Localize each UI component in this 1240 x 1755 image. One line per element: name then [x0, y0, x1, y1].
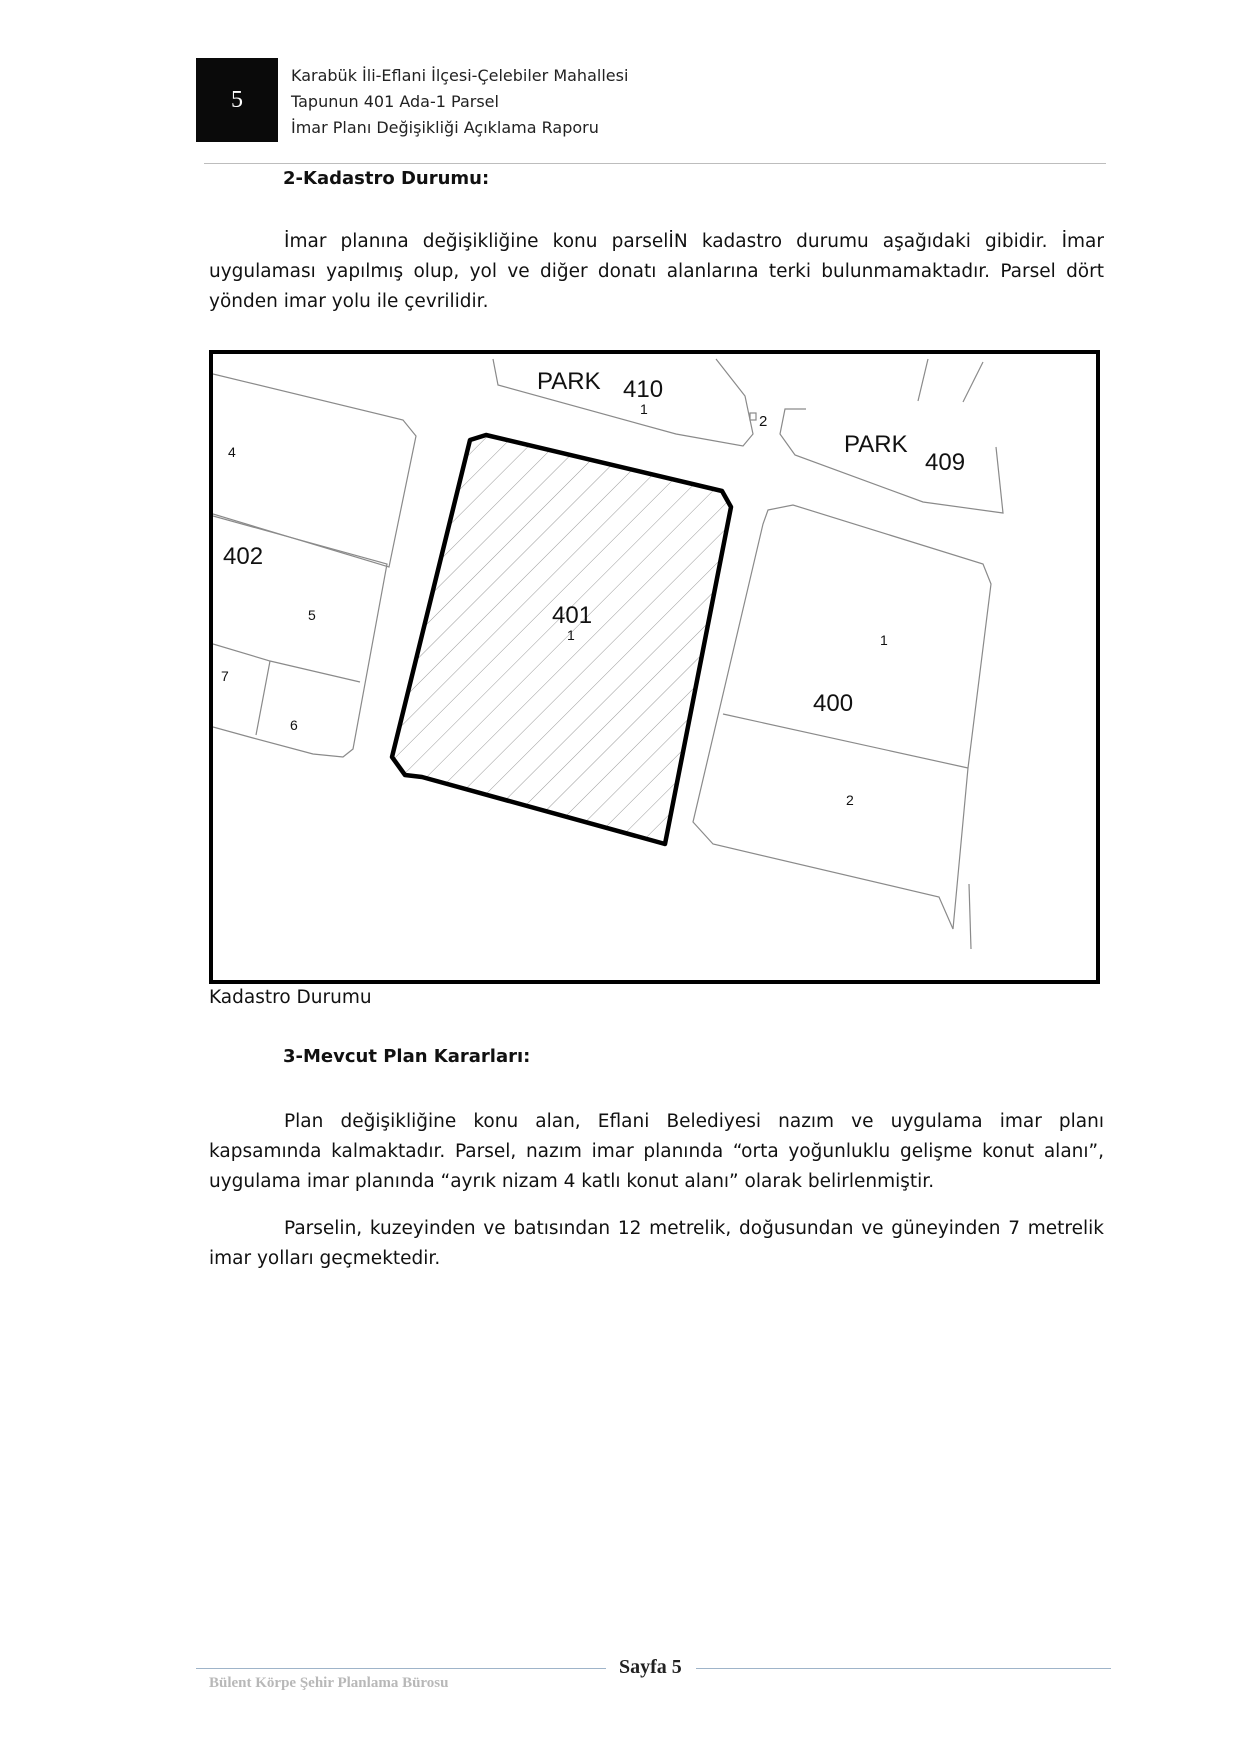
subject-parcel-401	[392, 435, 731, 844]
header-line-3: İmar Planı Değişikliği Açıklama Raporu	[291, 118, 599, 137]
footer-divider-left	[196, 1668, 606, 1669]
label-block-402: 402	[223, 543, 264, 570]
parcel-400-divider	[723, 714, 968, 768]
cadastral-map-drawing	[213, 354, 1096, 980]
label-park-top: PARK	[537, 368, 601, 395]
road-edge	[963, 362, 983, 402]
label-parcel-6: 6	[290, 717, 298, 733]
label-parcel-2-small: 2	[759, 413, 768, 430]
section-3-paragraph-2: Parselin, kuzeyinden ve batısından 12 metrelik, doğusundan ve güneyinden 7 metrelik imar yolları geçmektedir.	[209, 1218, 1104, 1269]
section-3-heading: 3-Mevcut Plan Kararları:	[283, 1046, 531, 1067]
section-3-body	[209, 1107, 1104, 1274]
park-409-outline	[780, 409, 1003, 513]
section-2-body	[209, 227, 1104, 317]
parcel-6-boundary	[270, 661, 360, 682]
label-block-401: 401	[552, 602, 593, 629]
parcel-2-marker	[750, 413, 756, 420]
page-number: 5	[231, 86, 243, 113]
parcel-4-outline	[213, 374, 416, 567]
parcel-7-boundary	[213, 644, 270, 735]
label-block-400: 400	[813, 690, 854, 717]
figure-caption: Kadastro Durumu	[209, 987, 372, 1008]
footer-company-name: Bülent Körpe Şehir Planlama Bürosu	[209, 1675, 449, 1691]
document-header	[291, 63, 628, 141]
section-2-paragraph: İmar planına değişikliğine konu parselİN kadastro durumu aşağıdaki gibidir. İmar uygulaması yapılmış olup, yol ve diğer donatı alanlarına terki bulunmamaktadır. Parsel dört yönden imar yolu ile çevrilidir.	[209, 231, 1104, 312]
header-divider	[204, 163, 1106, 164]
label-block-410: 410	[623, 376, 664, 403]
header-line-1: Karabük İli-Eflani İlçesi-Çelebiler Mahallesi	[291, 66, 629, 85]
label-parcel-410-1: 1	[640, 401, 648, 417]
footer-page-label: Sayfa 5	[619, 1656, 682, 1678]
label-parcel-7: 7	[221, 668, 229, 684]
section-2-heading: 2-Kadastro Durumu:	[283, 168, 490, 189]
road-edge	[969, 884, 971, 949]
label-parcel-400-2: 2	[846, 792, 854, 808]
label-block-409: 409	[925, 449, 966, 476]
label-park-right: PARK	[844, 431, 908, 458]
road-edge	[918, 359, 928, 401]
label-parcel-5: 5	[308, 607, 316, 623]
cadastral-map	[209, 350, 1100, 984]
label-parcel-400-1: 1	[880, 632, 888, 648]
page-number-badge	[196, 58, 278, 142]
header-line-2: Tapunun 401 Ada-1 Parsel	[291, 92, 499, 111]
label-parcel-401-1: 1	[567, 627, 575, 643]
section-3-paragraph-1: Plan değişikliğine konu alan, Eflani Belediyesi nazım ve uygulama imar planı kapsamında kalmaktadır. Parsel, nazım imar planında “orta yoğunluklu gelişme konut alanı”, uygulama imar planında “ayrık nizam 4 katlı konut alanı” olarak belirlenmiştir.	[209, 1111, 1104, 1192]
footer-divider-right	[696, 1668, 1111, 1669]
label-parcel-4: 4	[228, 444, 236, 460]
